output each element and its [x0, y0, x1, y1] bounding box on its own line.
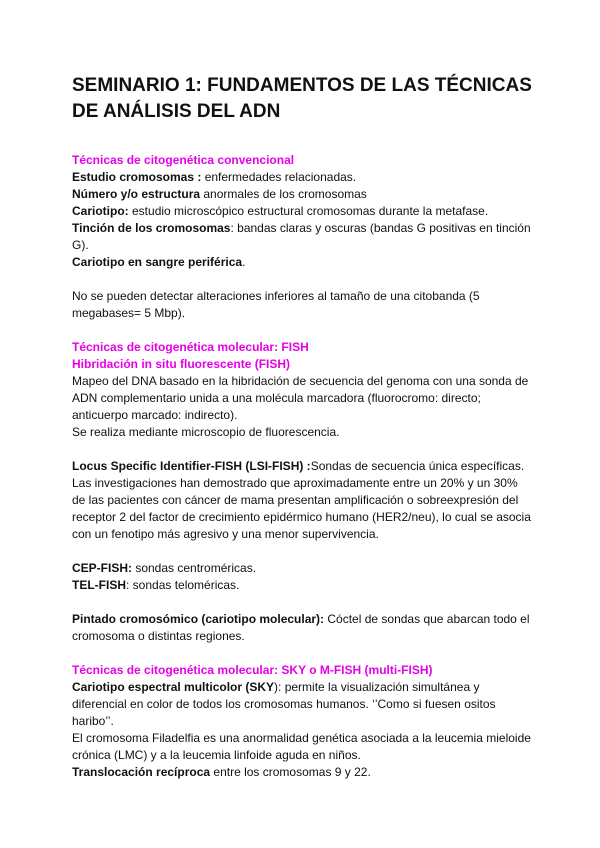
- term: Cariotipo en sangre periférica: [72, 255, 243, 269]
- definition: estudio microscópico estructural cromosomas durante la metafase.: [128, 204, 489, 218]
- definition: entre los cromosomas 9 y 22.: [210, 765, 371, 779]
- line-translocacion: [72, 764, 532, 781]
- section-heading-fish: Técnicas de citogenética molecular: FISH: [72, 340, 309, 354]
- line-pintado: [72, 611, 532, 645]
- line-cariotipo: [72, 203, 532, 220]
- document-body: [72, 152, 532, 781]
- note-citobanda: No se pueden detectar alteraciones inferiores al tamaño de una citobanda (5 megabases= 5 Mbp).: [72, 289, 480, 320]
- definition: : sondas teloméricas.: [126, 578, 240, 592]
- line-sangre: [72, 254, 532, 271]
- paragraph-mapeo: Mapeo del DNA basado en la hibridación de secuencia del genoma con una sonda de ADN complementario unida a una molécula marcadora (fluorocromo: directo; anticuerpo marcado: indirecto).: [72, 374, 529, 422]
- paragraph-filadelfia: El cromosoma Filadelfia es una anormalidad genética asociada a la leucemia mieloide crónica (LMC) y a la leucemia linfoide aguda en niños.: [72, 731, 531, 762]
- definition: Cóctel de sondas que abarcan todo el cromosoma o distintas regiones.: [72, 612, 530, 643]
- term: Número y/o estructura: [72, 187, 201, 201]
- subheading-fish: Hibridación in situ fluorescente (FISH): [72, 357, 291, 371]
- definition: enfermedades relacionadas.: [201, 170, 357, 184]
- term: Translocación recíproca: [72, 765, 211, 779]
- section-heading-sky: Técnicas de citogenética molecular: SKY o M-FISH (multi-FISH): [72, 663, 433, 677]
- definition: : bandas claras y oscuras (bandas G positivas en tinción G).: [72, 221, 531, 252]
- term: Pintado cromosómico (cariotipo molecular):: [72, 612, 325, 626]
- definition: sondas centroméricas.: [132, 561, 257, 575]
- section-heading-conventional: Técnicas de citogenética convencional: [72, 153, 295, 167]
- line-tincion: [72, 220, 532, 254]
- definition: Sondas de secuencia única específicas.: [310, 459, 525, 473]
- paragraph-microscopio: Se realiza mediante microscopio de fluorescencia.: [72, 425, 340, 439]
- term: Tinción de los cromosomas: [72, 221, 231, 235]
- page-title: SEMINARIO 1: FUNDAMENTOS DE LAS TÉCNICAS DE ANÁLISIS DEL ADN: [72, 75, 532, 122]
- line-cep: [72, 560, 532, 577]
- term: Cariotipo espectral multicolor (SKY: [72, 680, 275, 694]
- term: Cariotipo:: [72, 204, 129, 218]
- line-estudio: [72, 169, 532, 186]
- term: TEL-FISH: [72, 578, 126, 592]
- definition: anormales de los cromosomas: [200, 187, 367, 201]
- definition: .: [242, 255, 246, 269]
- line-tel: [72, 577, 532, 594]
- line-numero: [72, 186, 532, 203]
- line-lsi: [72, 458, 532, 475]
- term: CEP-FISH:: [72, 561, 132, 575]
- paragraph-her2: Las investigaciones han demostrado que aproximadamente entre un 20% y un 30% de las pacientes con cáncer de mama presentan amplificación o sobreexpresión del receptor 2 del factor de crecimiento epidérmico humano (HER2/neu), lo cual se asocia con un fenotipo más agresivo y una menor supervivencia.: [72, 476, 531, 541]
- line-sky: [72, 679, 532, 730]
- term: Locus Specific Identifier-FISH (LSI-FISH) :: [72, 459, 311, 473]
- term: Estudio cromosomas :: [72, 170, 202, 184]
- definition: ): permite la visualización simultánea y diferencial en color de todos los cromosomas humanos. ‘’Como si fuesen ositos haribo’’.: [72, 680, 496, 728]
